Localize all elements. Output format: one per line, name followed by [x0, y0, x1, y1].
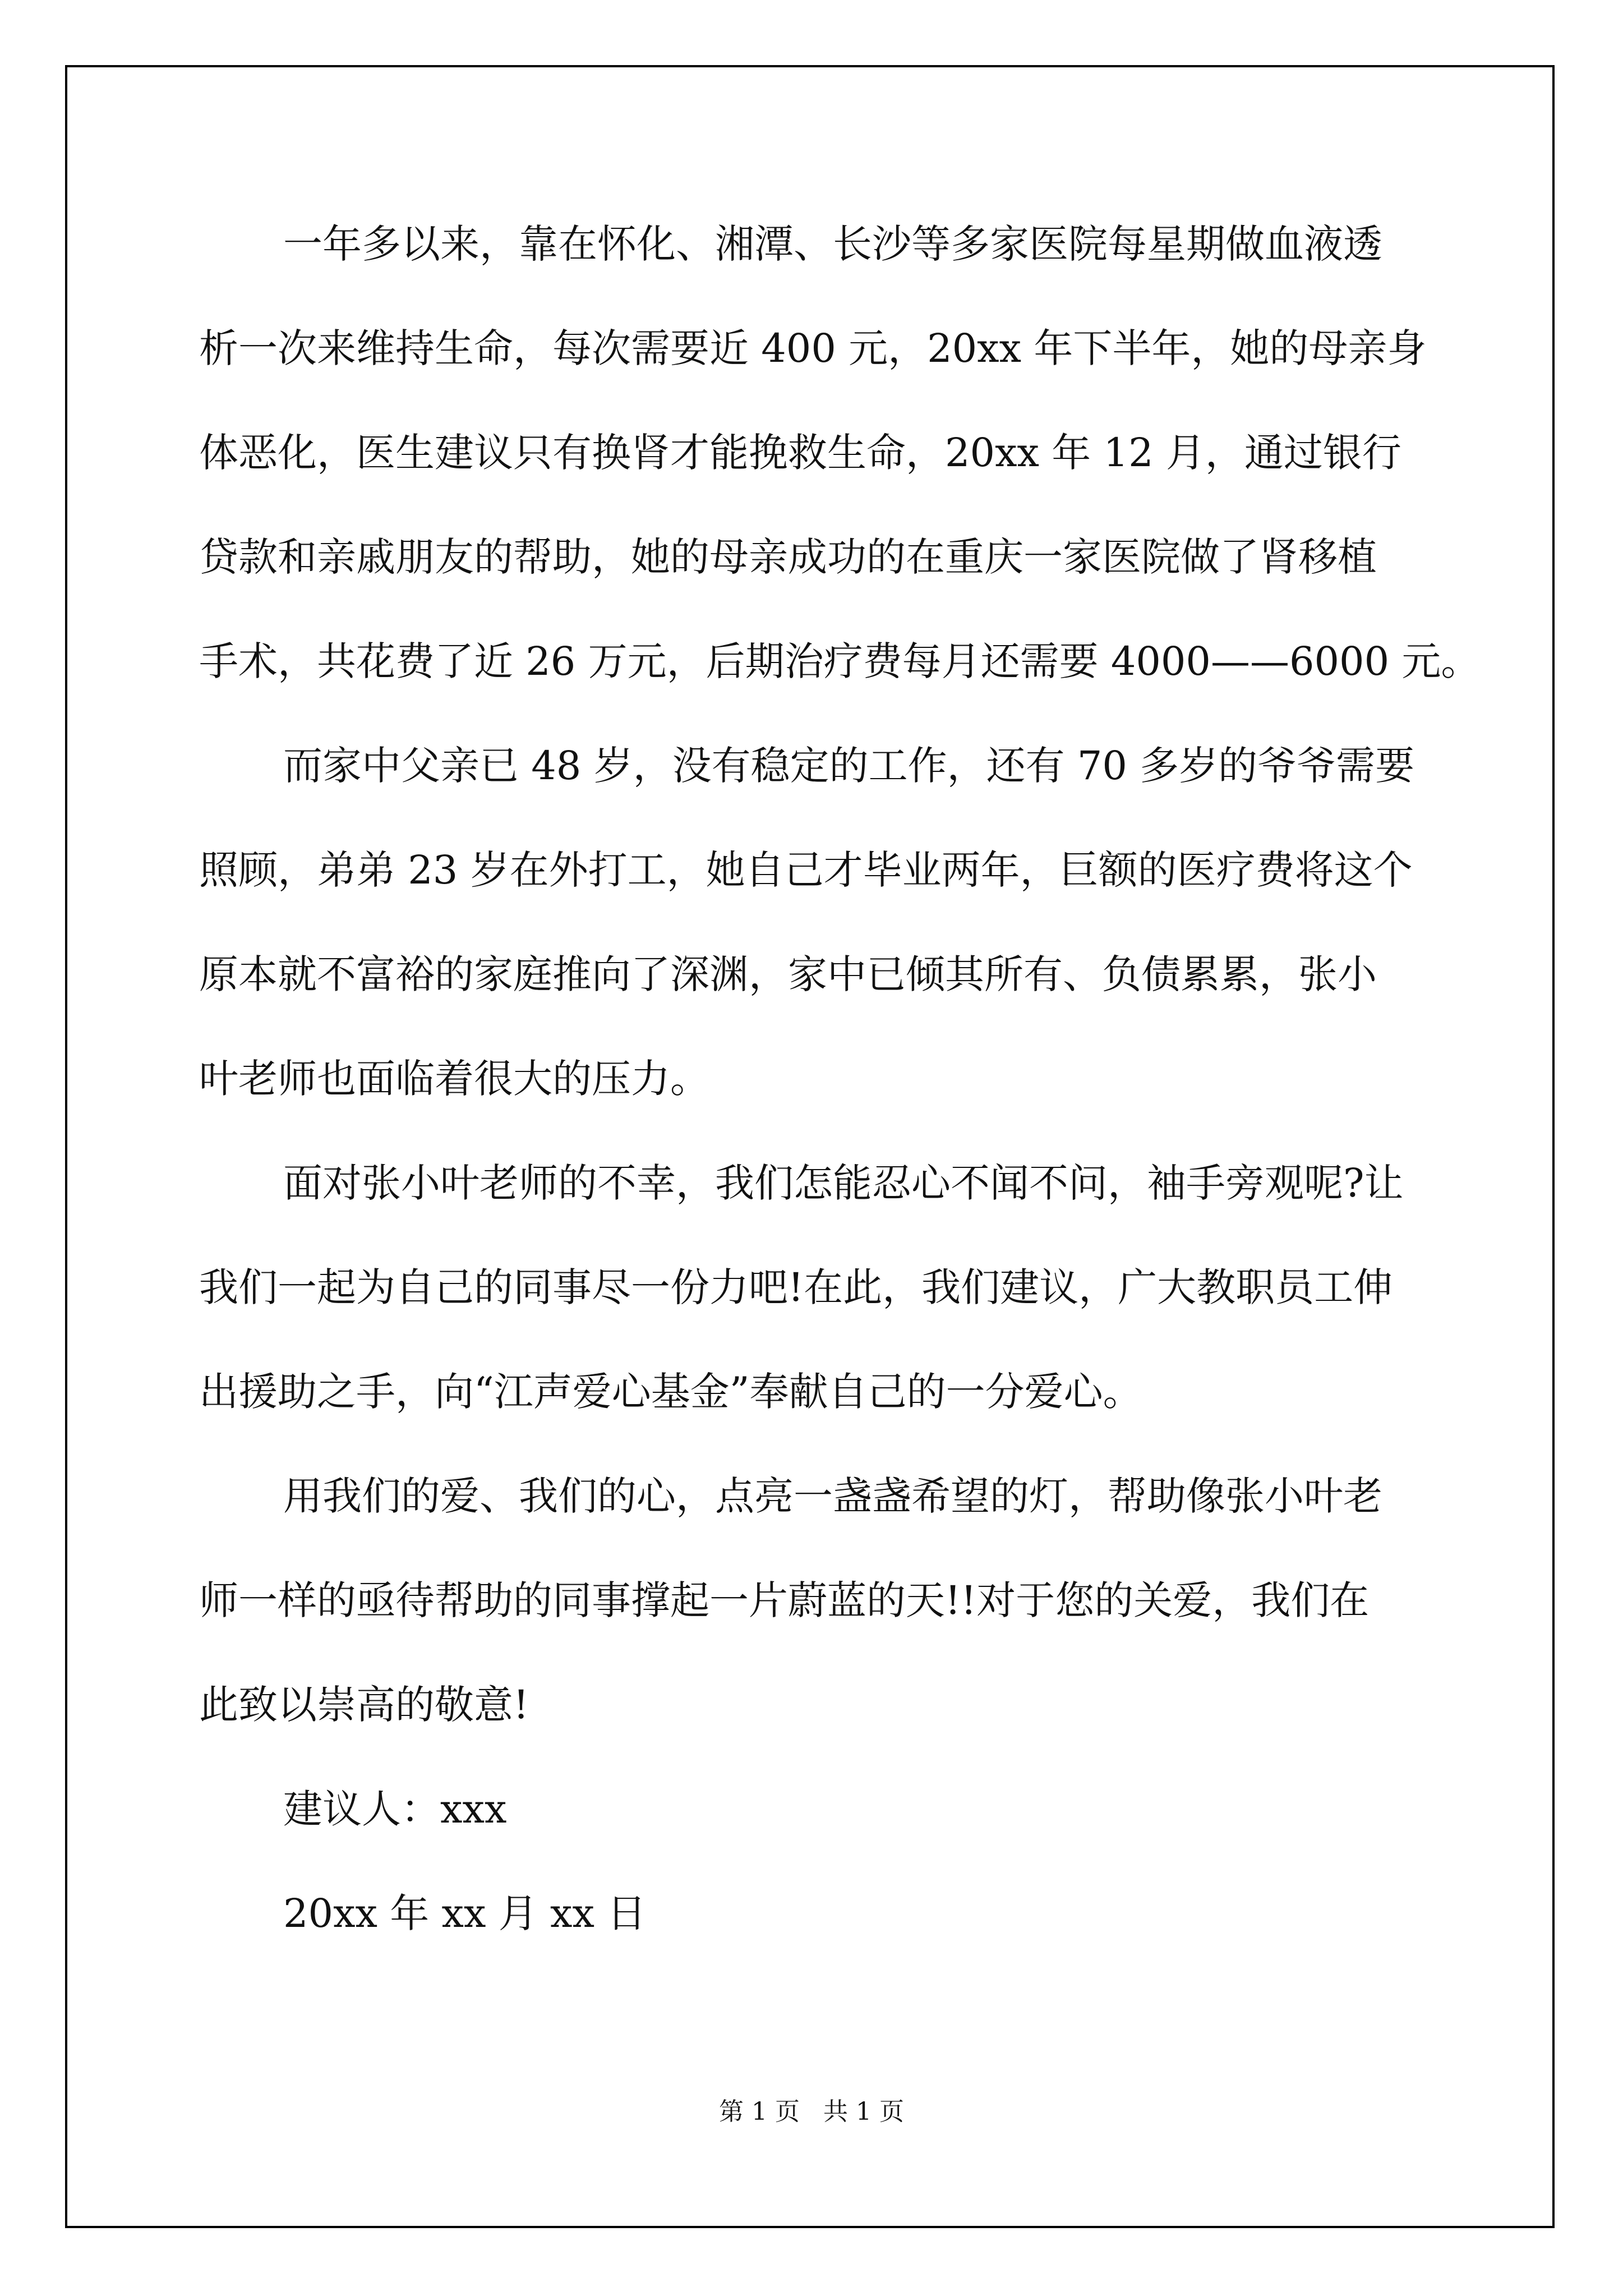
text-line: 析一次来维持生命，每次需要近 400 元，20xx 年下半年，她的母亲身	[199, 325, 1427, 371]
text-line: 贷款和亲戚朋友的帮助，她的母亲成功的在重庆一家医院做了肾移植	[199, 534, 1377, 580]
text-line: 手术，共花费了近 26 万元，后期治疗费每月还需要 4000——6000 元。	[199, 638, 1481, 684]
text-line: 师一样的亟待帮助的同事撑起一片蔚蓝的天!!对于您的关爱，我们在	[199, 1577, 1370, 1623]
date-line: 20xx 年 xx 月 xx 日	[283, 1890, 647, 1936]
text-line: 此致以崇高的敬意!	[199, 1682, 529, 1728]
page-footer: 第 1 页 共 1 页	[719, 2097, 904, 2126]
text-line: 用我们的爱、我们的心，点亮一盏盏希望的灯，帮助像张小叶老	[283, 1473, 1382, 1519]
text-line: 出援助之手，向“江声爱心基金”奉献自己的一分爱心。	[199, 1369, 1142, 1415]
text-line: 而家中父亲已 48 岁，没有稳定的工作，还有 70 多岁的爷爷需要	[283, 743, 1415, 789]
text-line: 叶老师也面临着很大的压力。	[199, 1056, 709, 1102]
text-line: 一年多以来，靠在怀化、湘潭、长沙等多家医院每星期做血液透	[283, 221, 1382, 267]
document-body	[199, 213, 1481, 1987]
text-line: 我们一起为自己的同事尽一份力吧!在此，我们建议，广大教职员工伸	[199, 1264, 1393, 1310]
text-line: 照顾，弟弟 23 岁在外打工，她自己才毕业两年，巨额的医疗费将这个	[199, 847, 1413, 893]
text-line: 面对张小叶老师的不幸，我们怎能忍心不闻不问，袖手旁观呢?让	[283, 1160, 1404, 1206]
text-line: 体恶化，医生建议只有换肾才能挽救生命，20xx 年 12 月，通过银行	[199, 430, 1401, 476]
signature-line: 建议人：xxx	[283, 1786, 507, 1832]
text-line: 原本就不富裕的家庭推向了深渊，家中已倾其所有、负债累累，张小	[199, 951, 1377, 997]
